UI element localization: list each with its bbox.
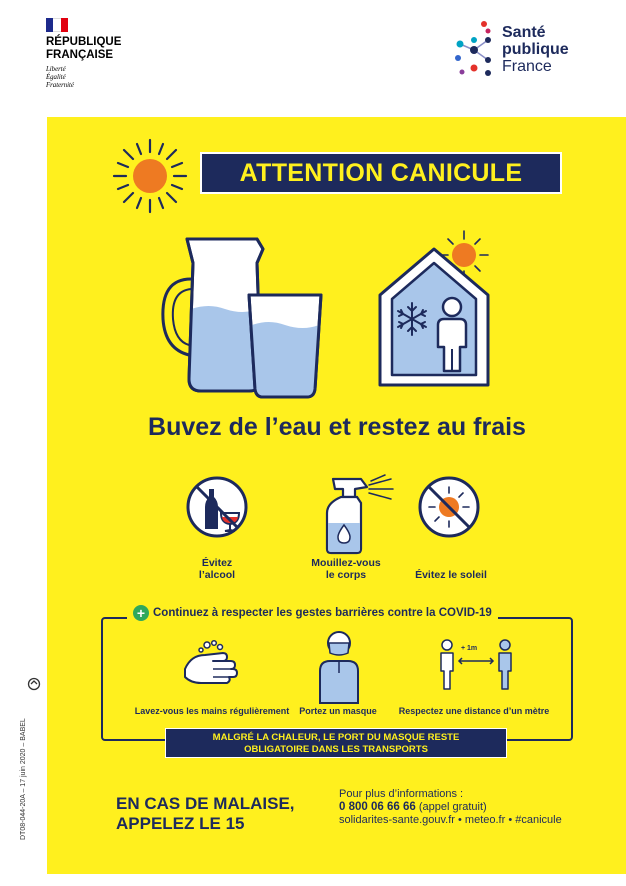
hand-washing-icon: [183, 639, 241, 687]
republic-motto: [46, 66, 74, 90]
recycle-icon: [27, 677, 41, 691]
republique-francaise-title: [46, 36, 121, 62]
covid-wash-hands-caption: Lavez-vous les mains régulièrement: [134, 706, 290, 716]
main-tagline: Buvez de l’eau et restez au frais: [148, 413, 526, 441]
tip-no-alcohol-caption: [177, 557, 257, 581]
no-alcohol-icon: [185, 475, 249, 539]
sante-publique-france-logo: [450, 18, 590, 88]
warning-line1: MALGRÉ LA CHALEUR, LE PORT DU MASQUE RESTE: [212, 732, 460, 743]
malaise-line1: EN CAS DE MALAISE,: [116, 794, 295, 813]
motto-egalite: Égalité: [46, 74, 66, 81]
plus-cross-icon: +: [133, 605, 149, 621]
french-flag-icon: [46, 18, 68, 32]
tip-wet-body-line2: le corps: [325, 569, 367, 581]
tip-wet-body-line1: Mouillez-vous: [311, 557, 381, 569]
motto-fraternite: Fraternité: [46, 82, 74, 89]
warning-line2: OBLIGATOIRE DANS LES TRANSPORTS: [244, 744, 428, 755]
more-information: [339, 788, 562, 827]
sante-publique-molecule-icon: [450, 18, 500, 82]
covid-title-text: Continuez à respecter les gestes barrières contre la COVID-19: [153, 607, 492, 619]
transport-mask-warning: [165, 728, 507, 758]
title-banner: [200, 152, 562, 194]
sun-icon: [109, 135, 191, 217]
tip-no-alcohol-line1: Évitez: [201, 557, 233, 569]
poster: [47, 117, 626, 874]
tip-no-sun-line1: Évitez le soleil: [415, 569, 487, 581]
distance-label: + 1m: [461, 645, 478, 652]
tip-no-alcohol-line2: l’alcool: [198, 569, 236, 581]
francaise-line: FRANÇAISE: [46, 49, 114, 61]
spf-line-sante: Santé: [502, 24, 546, 41]
spf-line-publique: publique: [502, 41, 569, 58]
republique-line: RÉPUBLIQUE: [46, 36, 122, 48]
info-links[interactable]: solidarites-sante.gouv.fr • meteo.fr • #canicule: [339, 814, 562, 826]
document-reference: DT08-044-20A – 17 juin 2020 – BABEL: [20, 718, 27, 840]
covid-mask-caption: Portez un masque: [299, 706, 377, 716]
mask-person-icon: [317, 627, 361, 705]
emergency-call-info: [116, 794, 295, 834]
tip-wet-body-caption: [299, 557, 393, 581]
sante-publique-france-text: [502, 24, 569, 75]
covid-distance-caption: Respectez une distance d’un mètre: [398, 706, 550, 716]
hotline-phone[interactable]: 0 800 06 66 66: [339, 801, 416, 813]
motto-liberte: Liberté: [46, 66, 66, 73]
info-label: Pour plus d’informations :: [339, 788, 464, 800]
spray-bottle-icon: [311, 473, 399, 555]
phone-note: (appel gratuit): [418, 801, 487, 813]
tip-no-sun-caption: [403, 569, 499, 581]
water-pitcher-icon: [157, 229, 333, 401]
cool-house-icon: [372, 229, 502, 389]
no-sun-icon: [417, 475, 481, 539]
spf-line-france: France: [502, 58, 552, 75]
malaise-line2: APPELEZ LE 15: [116, 814, 245, 833]
covid-section-title: [127, 603, 498, 623]
republique-francaise-logo: [46, 18, 146, 96]
poster-title: ATTENTION CANICULE: [239, 159, 523, 187]
